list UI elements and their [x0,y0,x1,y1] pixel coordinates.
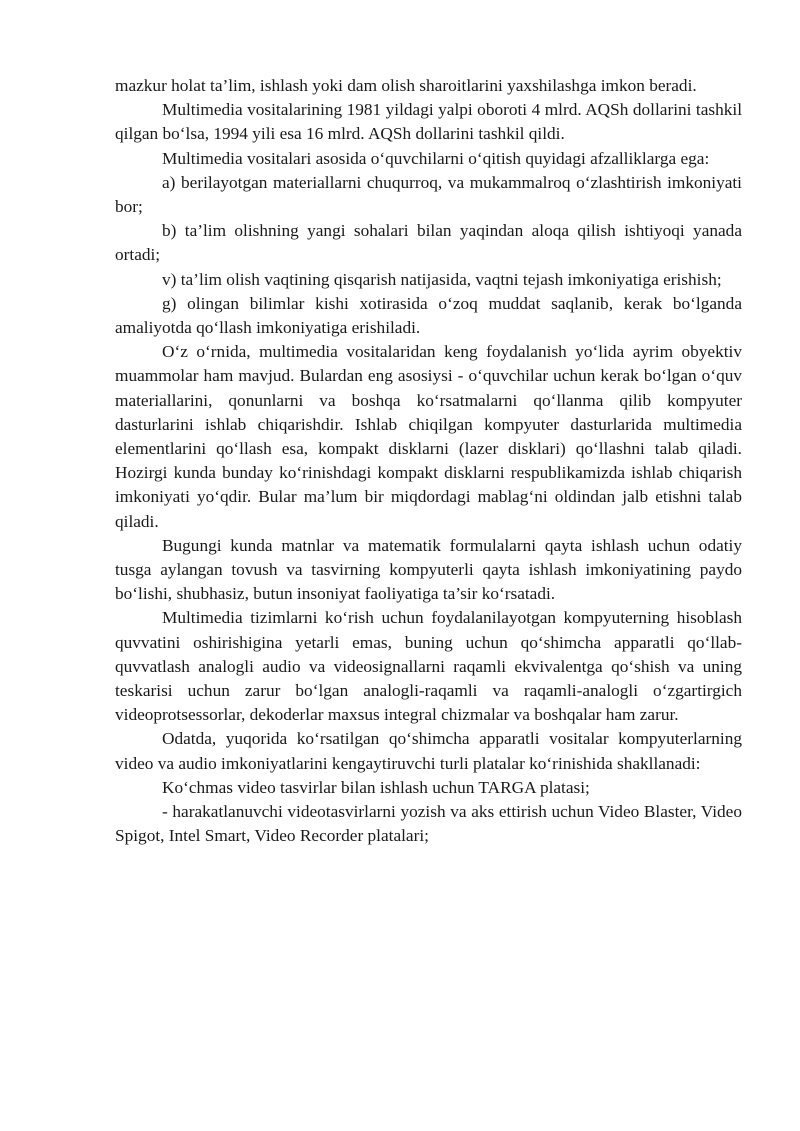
paragraph-tizimlar: Multimedia tizimlarni ko‘rish uchun foydalanilayotgan kompyuterning hisoblash quvvatini oshirishigina yetarli emas, buning uchun qo‘shimcha apparatli qo‘llab-quvvatlash analogli audio va videosignallarni raqamli ekvivalentga qo‘shish va uning teskarisi uchun zarur bo‘lgan analogli-raqamli va raqamli-analogli o‘zgartirgich videoprotsessorlar, dekoderlar maxsus integral chizmalar va boshqalar ham zarur. [115,608,742,725]
list-item-v: v) ta’lim olish vaqtining qisqarish natijasida, vaqtni tejash imkoniyatiga erishish; [162,269,722,289]
paragraph-muammolar: O‘z o‘rnida, multimedia vositalaridan keng foydalanish yo‘lida ayrim obyektiv muammolar ham mavjud. Bulardan eng asosiysi - o‘quvchilar uchun kerak bo‘lgan o‘quv materiallarini, qonunlarni va boshqa ko‘rsatmalarni qo‘llanma qilib kompyuter dasturlarini ishlab chiqarishdir. Ishlab chiqilgan kompyuter dasturlarida multimedia elementlarini qo‘llash esa, kompakt disklarni (lazer disklari) qo‘llashni talab qiladi. Hozirgi kunda bunday ko‘rinishdagi kompakt disklarni respublikamizda ishlab chiqarish imkoniyati yo‘qdir. Bular ma’lum bir miqdordagi mablag‘ni oldindan jalb etishni talab qiladi. [115,342,742,531]
list-item-g: g) olingan bilimlar kishi xotirasida o‘zoq muddat saqlanib, kerak bo‘lganda amaliyotda qo‘llash imkoniyatiga erishiladi. [115,293,742,338]
paragraph-odatda: Odatda, yuqorida ko‘rsatilgan qo‘shimcha apparatli vositalar kompyuterlarning video va audio imkoniyatlarini kengaytiruvchi turli platalar ko‘rinishida shakllanadi: [115,729,742,773]
paragraph-continuation: mazkur holat ta’lim, ishlash yoki dam olish sharoitlarini yaxshilashga imkon beradi. [115,76,697,95]
list-item-video-platalar: - harakatlanuvchi videotasvirlarni yozish va aks ettirish uchun Video Blaster, Video Spigot, Intel Smart, Video Recorder platalari; [115,802,742,846]
list-item-a: a) berilayotgan materiallarni chuqurroq, va mukammalroq o‘zlashtirish imkoniyati bor; [115,172,742,217]
list-item-targa: Ko‘chmas video tasvirlar bilan ishlash uchun TARGA platasi; [162,777,590,797]
list-item-b: b) ta’lim olishning yangi sohalari bilan yaqindan aloqa qilish ishtiyoqi yanada ortadi; [115,221,742,265]
document-page [115,74,742,849]
paragraph-oborot: Multimedia vositalarining 1981 yildagi yalpi oboroti 4 mlrd. AQSh dollarini tashkil qilgan bo‘lsa, 1994 yili esa 16 mlrd. AQSh dollarini tashkil qildi. [115,100,742,144]
paragraph-afzalliklar: Multimedia vositalari asosida o‘quvchilarni o‘qitish quyidagi afzalliklarga ega: [162,148,710,168]
paragraph-bugungi-kunda: Bugungi kunda matnlar va matematik formulalarni qayta ishlash uchun odatiy tusga aylangan tovush va tasvirning kompyuterli qayta ishlash imkoniyatining paydo bo‘lishi, shubhasiz, butun insoniyat faoliyatiga ta’sir ko‘rsatadi. [115,535,742,604]
